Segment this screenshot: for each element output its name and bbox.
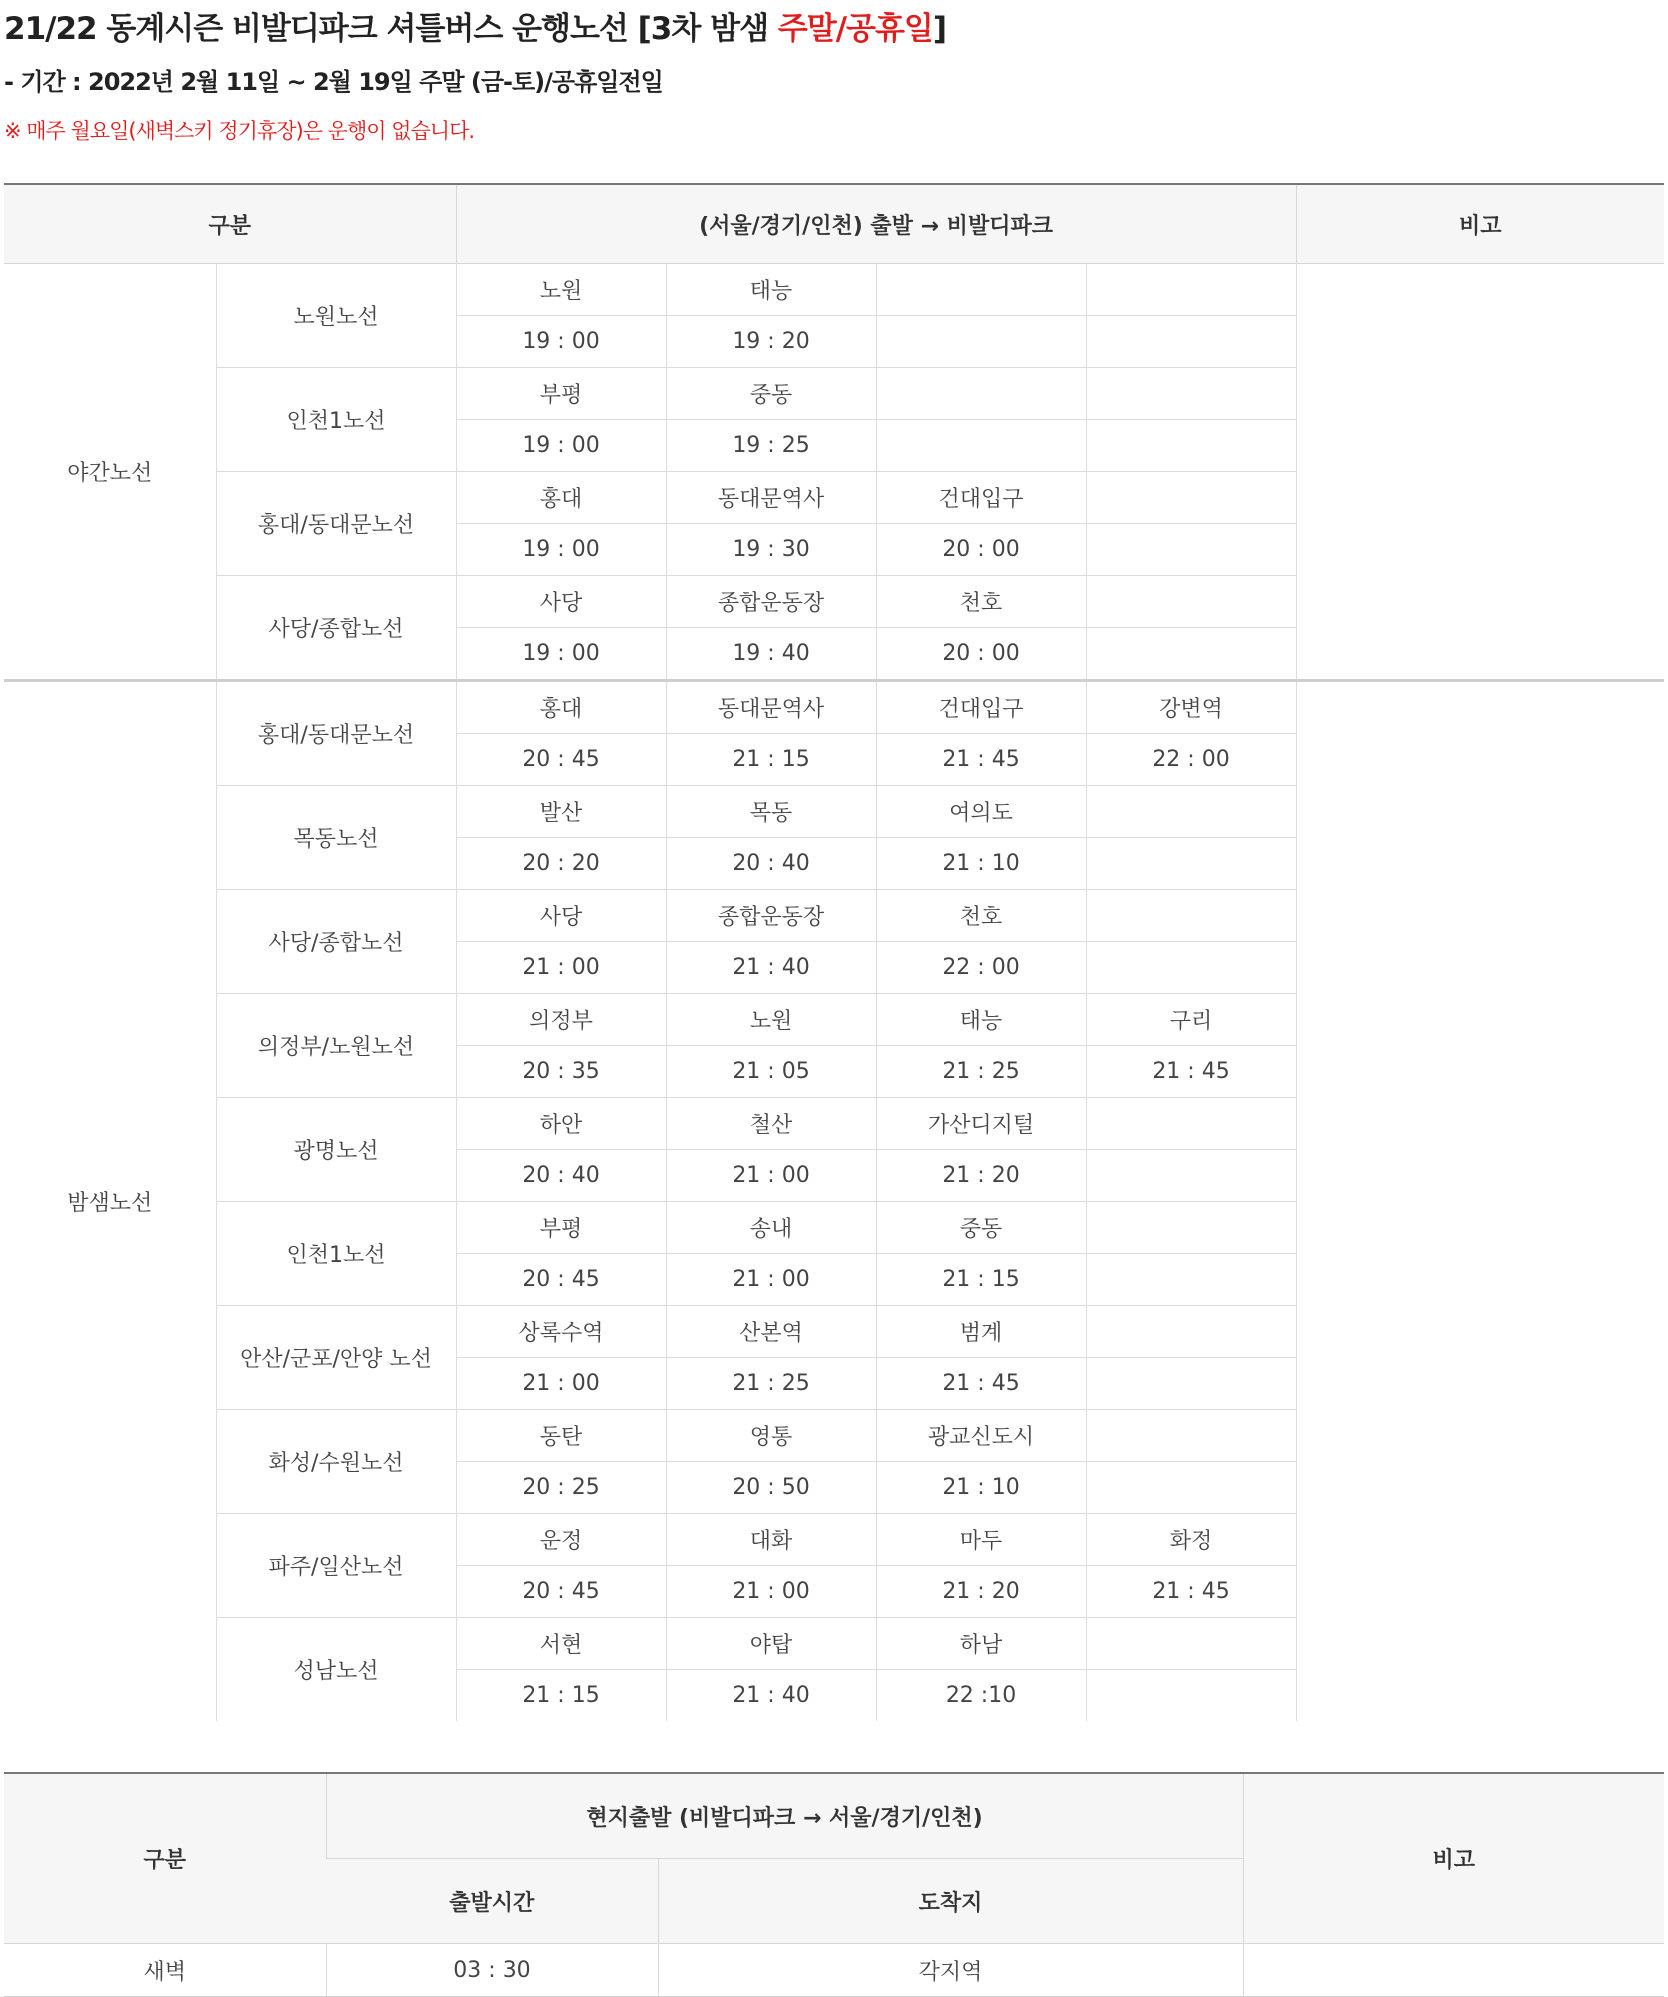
stop-cell: 의정부 xyxy=(456,994,666,1046)
stop-cell xyxy=(1086,1306,1296,1358)
time-cell: 20 : 35 xyxy=(456,1046,666,1098)
time-cell: 20 : 20 xyxy=(456,838,666,890)
stop-cell: 태능 xyxy=(876,994,1086,1046)
outbound-schedule-body xyxy=(4,264,1664,1722)
outbound-schedule-table xyxy=(4,183,1664,1721)
stop-cell: 산본역 xyxy=(666,1306,876,1358)
section-label-cell: 야간노선 xyxy=(4,264,216,681)
stop-cell xyxy=(876,264,1086,316)
time-cell: 19 : 00 xyxy=(456,524,666,576)
stop-cell: 동탄 xyxy=(456,1410,666,1462)
time-cell xyxy=(1086,1358,1296,1410)
stop-cell: 발산 xyxy=(456,786,666,838)
time-cell: 22 : 00 xyxy=(1086,734,1296,786)
time-cell: 19 : 20 xyxy=(666,316,876,368)
stop-cell: 가산디지털 xyxy=(876,1098,1086,1150)
time-cell: 21 : 45 xyxy=(876,734,1086,786)
stop-cell xyxy=(1086,1098,1296,1150)
table-row xyxy=(4,264,1664,316)
time-cell: 21 : 00 xyxy=(666,1150,876,1202)
time-cell xyxy=(1086,838,1296,890)
line-name-cell: 의정부/노원노선 xyxy=(216,994,456,1098)
stop-cell: 야탑 xyxy=(666,1618,876,1670)
stop-cell: 서현 xyxy=(456,1618,666,1670)
stop-cell: 종합운동장 xyxy=(666,576,876,628)
stop-cell: 건대입구 xyxy=(876,681,1086,734)
section-label-cell: 밤샘노선 xyxy=(4,681,216,1722)
time-cell: 22 : 00 xyxy=(876,942,1086,994)
time-cell: 21 : 25 xyxy=(666,1358,876,1410)
time-cell xyxy=(1086,1670,1296,1722)
stop-cell xyxy=(1086,1410,1296,1462)
return-destination-cell: 각지역 xyxy=(658,1944,1243,1997)
return-header-depart-time: 출발시간 xyxy=(326,1859,658,1944)
title-main: 21/22 동계시즌 비발디파크 셔틀버스 운행노선 [3차 밤샘 xyxy=(4,11,778,47)
line-name-cell: 성남노선 xyxy=(216,1618,456,1722)
line-name-cell: 인천1노선 xyxy=(216,1202,456,1306)
return-header-destination: 도착지 xyxy=(658,1859,1243,1944)
stop-cell: 부평 xyxy=(456,1202,666,1254)
time-cell: 22 :10 xyxy=(876,1670,1086,1722)
stop-cell: 여의도 xyxy=(876,786,1086,838)
time-cell: 20 : 00 xyxy=(876,628,1086,681)
time-cell: 20 : 00 xyxy=(876,524,1086,576)
time-cell xyxy=(1086,420,1296,472)
stop-cell xyxy=(1086,472,1296,524)
return-category-cell: 새벽 xyxy=(143,1959,186,1985)
time-cell: 19 : 00 xyxy=(456,628,666,681)
time-cell: 21 : 15 xyxy=(456,1670,666,1722)
time-cell: 20 : 50 xyxy=(666,1462,876,1514)
stop-cell: 홍대 xyxy=(456,472,666,524)
note-cell xyxy=(1296,681,1664,1722)
stop-cell: 태능 xyxy=(666,264,876,316)
line-name-cell: 노원노선 xyxy=(216,264,456,368)
stop-cell: 사당 xyxy=(456,890,666,942)
table-row xyxy=(4,1944,1664,1997)
time-cell xyxy=(1086,942,1296,994)
time-cell: 20 : 45 xyxy=(456,734,666,786)
time-cell: 21 : 45 xyxy=(1086,1566,1296,1618)
stop-cell xyxy=(1086,890,1296,942)
stop-cell: 범계 xyxy=(876,1306,1086,1358)
stop-cell: 종합운동장 xyxy=(666,890,876,942)
stop-cell: 천호 xyxy=(876,890,1086,942)
line-name-cell: 파주/일산노선 xyxy=(216,1514,456,1618)
stop-cell: 강변역 xyxy=(1086,681,1296,734)
time-cell: 20 : 40 xyxy=(456,1150,666,1202)
stop-cell: 마두 xyxy=(876,1514,1086,1566)
stop-cell: 동대문역사 xyxy=(666,472,876,524)
stop-cell xyxy=(876,368,1086,420)
time-cell xyxy=(1086,1150,1296,1202)
time-cell xyxy=(1086,628,1296,681)
stop-cell: 중동 xyxy=(666,368,876,420)
page-title xyxy=(4,8,1668,50)
time-cell xyxy=(876,316,1086,368)
stop-cell: 철산 xyxy=(666,1098,876,1150)
time-cell: 20 : 45 xyxy=(456,1254,666,1306)
time-cell xyxy=(1086,524,1296,576)
notice-text: ※ 매주 월요일(새벽스키 정기휴장)은 운행이 없습니다. xyxy=(4,119,475,143)
time-cell: 21 : 05 xyxy=(666,1046,876,1098)
stop-cell xyxy=(1086,786,1296,838)
time-cell: 21 : 25 xyxy=(876,1046,1086,1098)
stop-cell: 하남 xyxy=(876,1618,1086,1670)
stop-cell: 부평 xyxy=(456,368,666,420)
line-name-cell: 광명노선 xyxy=(216,1098,456,1202)
time-cell: 21 : 00 xyxy=(456,942,666,994)
stop-cell: 노원 xyxy=(456,264,666,316)
time-cell xyxy=(876,420,1086,472)
return-header-route: 현지출발 (비발디파크 → 서울/경기/인천) xyxy=(326,1773,1243,1859)
stop-cell: 하안 xyxy=(456,1098,666,1150)
time-cell: 21 : 45 xyxy=(1086,1046,1296,1098)
stop-cell: 운정 xyxy=(456,1514,666,1566)
stop-cell: 사당 xyxy=(456,576,666,628)
time-cell: 21 : 15 xyxy=(876,1254,1086,1306)
time-cell: 21 : 20 xyxy=(876,1150,1086,1202)
time-cell: 21 : 10 xyxy=(876,838,1086,890)
time-cell xyxy=(1086,1254,1296,1306)
time-cell: 20 : 25 xyxy=(456,1462,666,1514)
stop-cell: 송내 xyxy=(666,1202,876,1254)
header-route: (서울/경기/인천) 출발 → 비발디파크 xyxy=(456,184,1296,264)
stop-cell xyxy=(1086,576,1296,628)
note-cell xyxy=(1296,264,1664,681)
time-cell: 21 : 40 xyxy=(666,1670,876,1722)
stop-cell xyxy=(1086,1202,1296,1254)
time-cell: 21 : 40 xyxy=(666,942,876,994)
stop-cell: 노원 xyxy=(666,994,876,1046)
return-header-note: 비고 xyxy=(1243,1773,1664,1944)
time-cell: 21 : 00 xyxy=(666,1566,876,1618)
time-cell: 21 : 00 xyxy=(666,1254,876,1306)
stop-cell xyxy=(1086,264,1296,316)
time-cell: 19 : 00 xyxy=(456,316,666,368)
line-name-cell: 인천1노선 xyxy=(216,368,456,472)
table-row xyxy=(4,681,1664,734)
time-cell: 21 : 20 xyxy=(876,1566,1086,1618)
stop-cell: 구리 xyxy=(1086,994,1296,1046)
time-cell: 21 : 00 xyxy=(456,1358,666,1410)
time-cell: 19 : 40 xyxy=(666,628,876,681)
stop-cell: 건대입구 xyxy=(876,472,1086,524)
return-schedule-table xyxy=(4,1772,1664,1997)
stop-cell: 목동 xyxy=(666,786,876,838)
page-header xyxy=(0,0,1668,146)
time-cell: 21 : 45 xyxy=(876,1358,1086,1410)
header-note: 비고 xyxy=(1296,184,1664,264)
time-cell: 20 : 45 xyxy=(456,1566,666,1618)
return-time-cell: 03 : 30 xyxy=(326,1944,658,1997)
stop-cell: 화정 xyxy=(1086,1514,1296,1566)
period-text: - 기간 : 2022년 2월 11일 ~ 2월 19일 주말 (금-토)/공휴일전일 xyxy=(4,68,663,96)
title-end: ] xyxy=(932,11,947,47)
stop-cell: 천호 xyxy=(876,576,1086,628)
time-cell xyxy=(1086,1462,1296,1514)
line-name-cell: 사당/종합노선 xyxy=(216,576,456,681)
return-note-cell xyxy=(1243,1944,1664,1997)
time-cell: 19 : 30 xyxy=(666,524,876,576)
stop-cell: 영통 xyxy=(666,1410,876,1462)
stop-cell: 중동 xyxy=(876,1202,1086,1254)
return-header-category: 구분 xyxy=(4,1773,326,1944)
stop-cell: 광교신도시 xyxy=(876,1410,1086,1462)
line-name-cell: 홍대/동대문노선 xyxy=(216,681,456,786)
stop-cell: 대화 xyxy=(666,1514,876,1566)
time-cell: 21 : 10 xyxy=(876,1462,1086,1514)
line-name-cell: 화성/수원노선 xyxy=(216,1410,456,1514)
time-cell: 19 : 00 xyxy=(456,420,666,472)
stop-cell xyxy=(1086,1618,1296,1670)
stop-cell: 홍대 xyxy=(456,681,666,734)
stop-cell xyxy=(1086,368,1296,420)
time-cell: 20 : 40 xyxy=(666,838,876,890)
time-cell: 21 : 15 xyxy=(666,734,876,786)
line-name-cell: 안산/군포/안양 노선 xyxy=(216,1306,456,1410)
time-cell: 19 : 25 xyxy=(666,420,876,472)
header-category: 구분 xyxy=(4,184,456,264)
line-name-cell: 사당/종합노선 xyxy=(216,890,456,994)
stop-cell: 상록수역 xyxy=(456,1306,666,1358)
line-name-cell: 목동노선 xyxy=(216,786,456,890)
time-cell xyxy=(1086,316,1296,368)
title-highlight: 주말/공휴일 xyxy=(777,11,933,47)
line-name-cell: 홍대/동대문노선 xyxy=(216,472,456,576)
stop-cell: 동대문역사 xyxy=(666,681,876,734)
